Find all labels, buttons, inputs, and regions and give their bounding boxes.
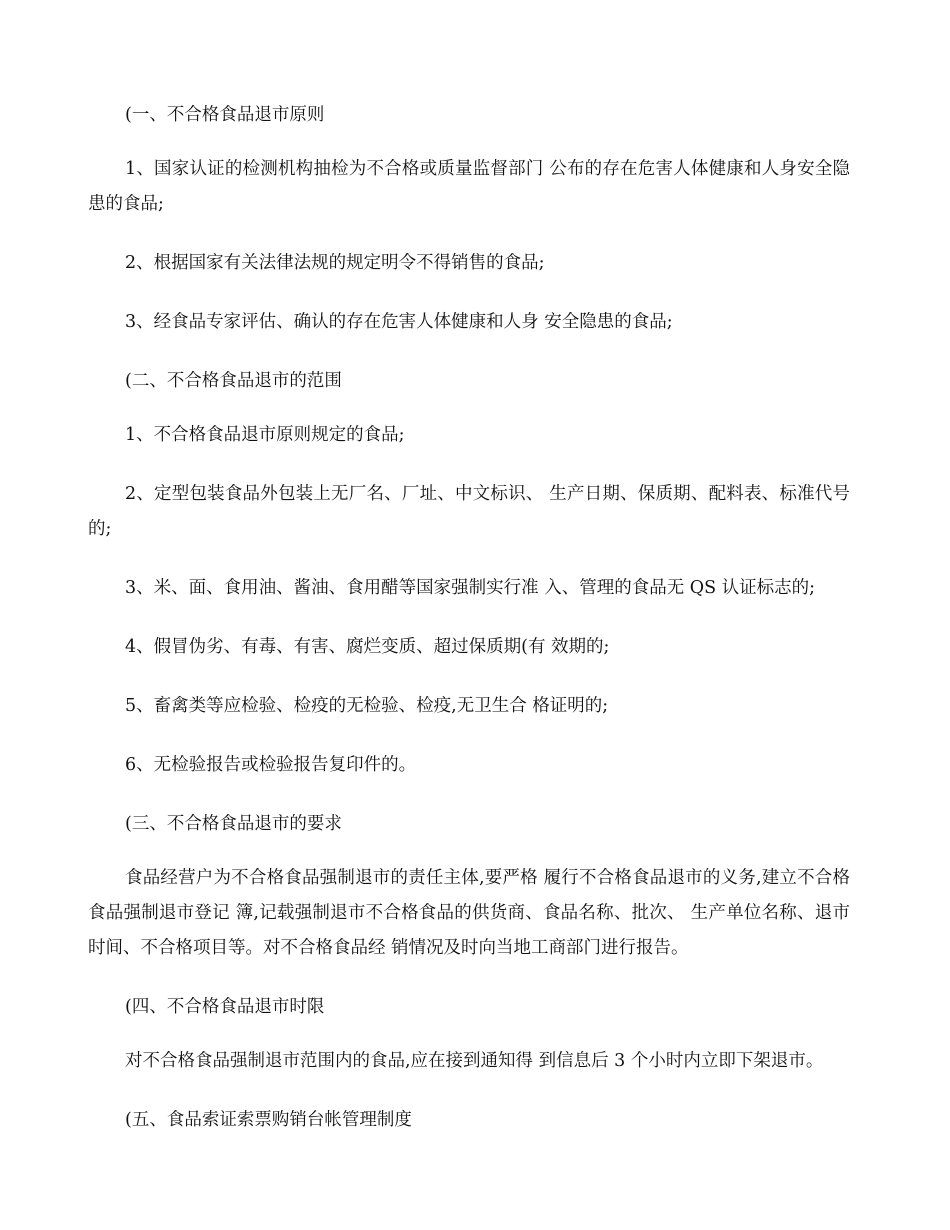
paragraph-item-2-6: 6、无检验报告或检验报告复印件的。 — [125, 755, 417, 775]
paragraph-body-3: 食品经营户为不合格食品强制退市的责任主体,要严格 履行不合格食品退市的义务,建立不合格食品强制退市登记 簿,记载强制退市不合格食品的供货商、食品名称、批次、 生产单位名称、退市时间、不合格项目等。对不合格食品经 销情况及时向当地工商部门进行报告。 — [88, 868, 850, 958]
paragraph-item-2-5: 5、畜禽类等应检验、检疫的无检验、检疫,无卫生合 格证明的; — [125, 696, 609, 716]
section-heading-3: (三、不合格食品退市的要求 — [125, 814, 342, 834]
section-heading-4: (四、不合格食品退市时限 — [125, 997, 325, 1017]
section-heading-5: (五、食品索证索票购销台帐管理制度 — [125, 1110, 412, 1130]
section-heading-2: (二、不合格食品退市的范围 — [125, 371, 342, 391]
paragraph-item-2-2: 2、定型包装食品外包装上无厂名、厂址、中文标识、 生产日期、保质期、配料表、标准代号的; — [88, 484, 850, 539]
paragraph-item-1-1: 1、国家认证的检测机构抽检为不合格或质量监督部门 公布的存在危害人体健康和人身安全隐患的食品; — [88, 159, 850, 214]
paragraph-item-2-1: 1、不合格食品退市原则规定的食品; — [125, 425, 405, 445]
paragraph-body-4: 对不合格食品强制退市范围内的食品,应在接到通知得 到信息后 3 个小时内立即下架退市。 — [125, 1051, 824, 1071]
paragraph-item-1-2: 2、根据国家有关法律法规的规定明令不得销售的食品; — [125, 253, 545, 273]
paragraph-item-2-4: 4、假冒伪劣、有毒、有害、腐烂变质、超过保质期(有 效期的; — [125, 637, 610, 657]
paragraph-item-2-3: 3、米、面、食用油、酱油、食用醋等国家强制实行准 入、管理的食品无 QS 认证标志的; — [125, 578, 816, 598]
section-heading-1: (一、不合格食品退市原则 — [125, 105, 325, 125]
document-body — [88, 98, 850, 1157]
paragraph-item-1-3: 3、经食品专家评估、确认的存在危害人体健康和人身 安全隐患的食品; — [125, 312, 673, 332]
